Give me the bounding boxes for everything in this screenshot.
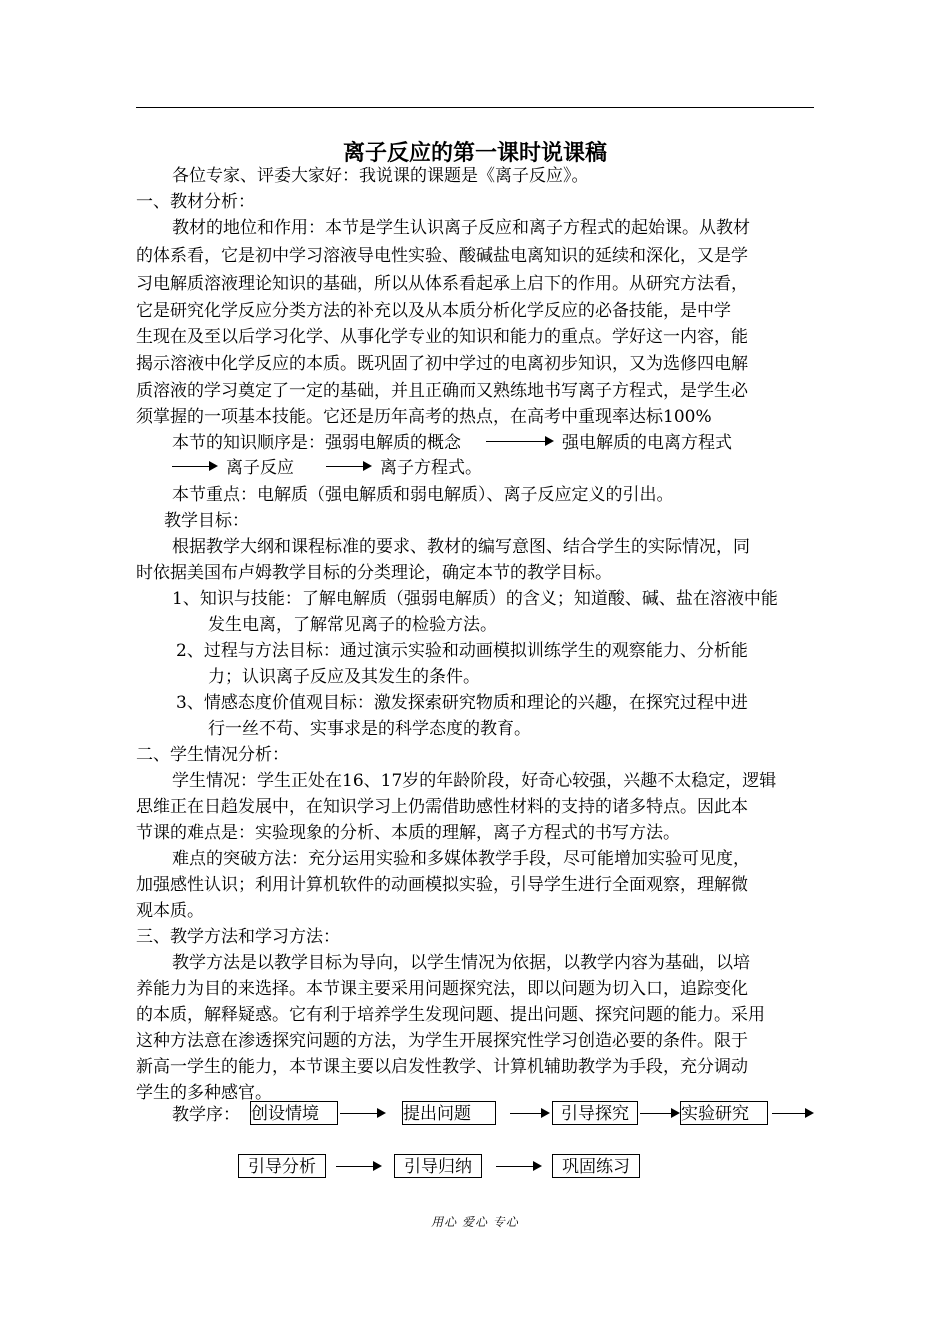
procedure-label: 教学序： bbox=[172, 1105, 240, 1125]
arrow-icon bbox=[496, 1166, 540, 1167]
procedure-step: 引导分析 bbox=[238, 1154, 326, 1178]
sequence-item: 离子方程式。 bbox=[380, 458, 482, 478]
arrow-icon bbox=[772, 1113, 812, 1114]
s2-line: 难点的突破方法：充分运用实验和多媒体教学手段，尽可能增加实验可见度， bbox=[172, 849, 750, 869]
greeting: 各位专家、评委大家好：我说课的课题是《离子反应》。 bbox=[172, 166, 589, 186]
arrow-icon bbox=[640, 1113, 678, 1114]
s1-line: 的体系看，它是初中学习溶液导电性实验、酸碱盐电离知识的延续和深化，又是学 bbox=[136, 246, 748, 266]
goal-2-cont: 力；认识离子反应及其发生的条件。 bbox=[208, 667, 480, 687]
section-2-heading: 二、学生情况分析： bbox=[136, 745, 289, 765]
procedure-step: 创设情境 bbox=[250, 1101, 338, 1125]
arrow-icon bbox=[510, 1113, 548, 1114]
s3-line: 新高一学生的能力，本节课主要以启发性教学、计算机辅助教学为手段，充分调动 bbox=[136, 1057, 748, 1077]
procedure-step: 巩固练习 bbox=[552, 1154, 640, 1178]
s3-line: 教学方法是以教学目标为导向，以学生情况为依据，以教学内容为基础，以培 bbox=[172, 953, 750, 973]
arrow-icon bbox=[326, 466, 370, 467]
key-points: 本节重点：电解质（强电解质和弱电解质）、离子反应定义的引出。 bbox=[172, 485, 674, 505]
goals-line: 时依据美国布卢姆教学目标的分类理论，确定本节的教学目标。 bbox=[136, 563, 612, 583]
document-title: 离子反应的第一课时说课稿 bbox=[342, 141, 607, 166]
sequence-item: 离子反应 bbox=[226, 458, 294, 478]
s1-line: 生现在及至以后学习化学、从事化学专业的知识和能力的重点。学好这一内容，能 bbox=[136, 327, 748, 347]
s3-line: 这种方法意在渗透探究问题的方法，为学生开展探究性学习创造必要的条件。限于 bbox=[136, 1031, 748, 1051]
arrow-icon bbox=[336, 1166, 380, 1167]
sequence-intro: 本节的知识顺序是：强弱电解质的概念 bbox=[172, 433, 461, 453]
s2-line: 节课的难点是：实验现象的分析、本质的理解，离子方程式的书写方法。 bbox=[136, 823, 680, 843]
s2-line: 学生情况：学生正处在16、17岁的年龄阶段，好奇心较强，兴趣不太稳定，逻辑 bbox=[172, 771, 777, 791]
s2-line: 观本质。 bbox=[136, 901, 204, 921]
sequence-item: 强电解质的电离方程式 bbox=[562, 433, 732, 453]
arrow-icon bbox=[172, 466, 216, 467]
goal-3-cont: 行一丝不苟、实事求是的科学态度的教育。 bbox=[208, 719, 531, 739]
section-1-heading: 一、教材分析： bbox=[136, 192, 255, 212]
s1-line: 质溶液的学习奠定了一定的基础，并且正确而又熟练地书写离子方程式，是学生必 bbox=[136, 381, 748, 401]
s3-line: 学生的多种感官。 bbox=[136, 1083, 272, 1103]
s2-line: 思维正在日趋发展中，在知识学习上仍需借助感性材料的支持的诸多特点。因此本 bbox=[136, 797, 748, 817]
procedure-step: 引导归纳 bbox=[394, 1154, 482, 1178]
s2-line: 加强感性认识；利用计算机软件的动画模拟实验，引导学生进行全面观察，理解微 bbox=[136, 875, 748, 895]
goals-heading: 教学目标： bbox=[164, 511, 249, 531]
s1-line: 习电解质溶液理论知识的基础，所以从体系看起承上启下的作用。从研究方法看， bbox=[136, 274, 748, 294]
arrow-icon bbox=[340, 1113, 384, 1114]
page-footer: 用心 爱心 专心 bbox=[431, 1215, 519, 1229]
header-rule bbox=[136, 107, 814, 108]
goal-1-cont: 发生电离，了解常见离子的检验方法。 bbox=[208, 615, 497, 635]
s1-line: 须掌握的一项基本技能。它还是历年高考的热点，在高考中重现率达标100% bbox=[136, 407, 712, 427]
section-3-heading: 三、教学方法和学习方法： bbox=[136, 927, 340, 947]
goal-2: 2、过程与方法目标：通过演示实验和动画模拟训练学生的观察能力、分析能 bbox=[176, 641, 748, 661]
goal-3: 3、情感态度价值观目标：激发探索研究物质和理论的兴趣，在探究过程中进 bbox=[176, 693, 748, 713]
goal-1: 1、知识与技能：了解电解质（强弱电解质）的含义；知道酸、碱、盐在溶液中能 bbox=[172, 589, 778, 609]
goals-line: 根据教学大纲和课程标准的要求、教材的编写意图、结合学生的实际情况，同 bbox=[172, 537, 750, 557]
procedure-step: 提出问题 bbox=[402, 1101, 496, 1125]
s1-line: 教材的地位和作用：本节是学生认识离子反应和离子方程式的起始课。从教材 bbox=[172, 218, 750, 238]
s3-line: 的本质，解释疑惑。它有利于培养学生发现问题、提出问题、探究问题的能力。采用 bbox=[136, 1005, 765, 1025]
procedure-step: 实验研究 bbox=[680, 1101, 768, 1125]
s1-line: 它是研究化学反应分类方法的补充以及从本质分析化学反应的必备技能，是中学 bbox=[136, 301, 731, 321]
s1-line: 揭示溶液中化学反应的本质。既巩固了初中学过的电离初步知识，又为选修四电解 bbox=[136, 354, 748, 374]
procedure-step: 引导探究 bbox=[552, 1101, 638, 1125]
s3-line: 养能力为目的来选择。本节课主要采用问题探究法，即以问题为切入口，追踪变化 bbox=[136, 979, 748, 999]
arrow-icon bbox=[486, 441, 552, 442]
